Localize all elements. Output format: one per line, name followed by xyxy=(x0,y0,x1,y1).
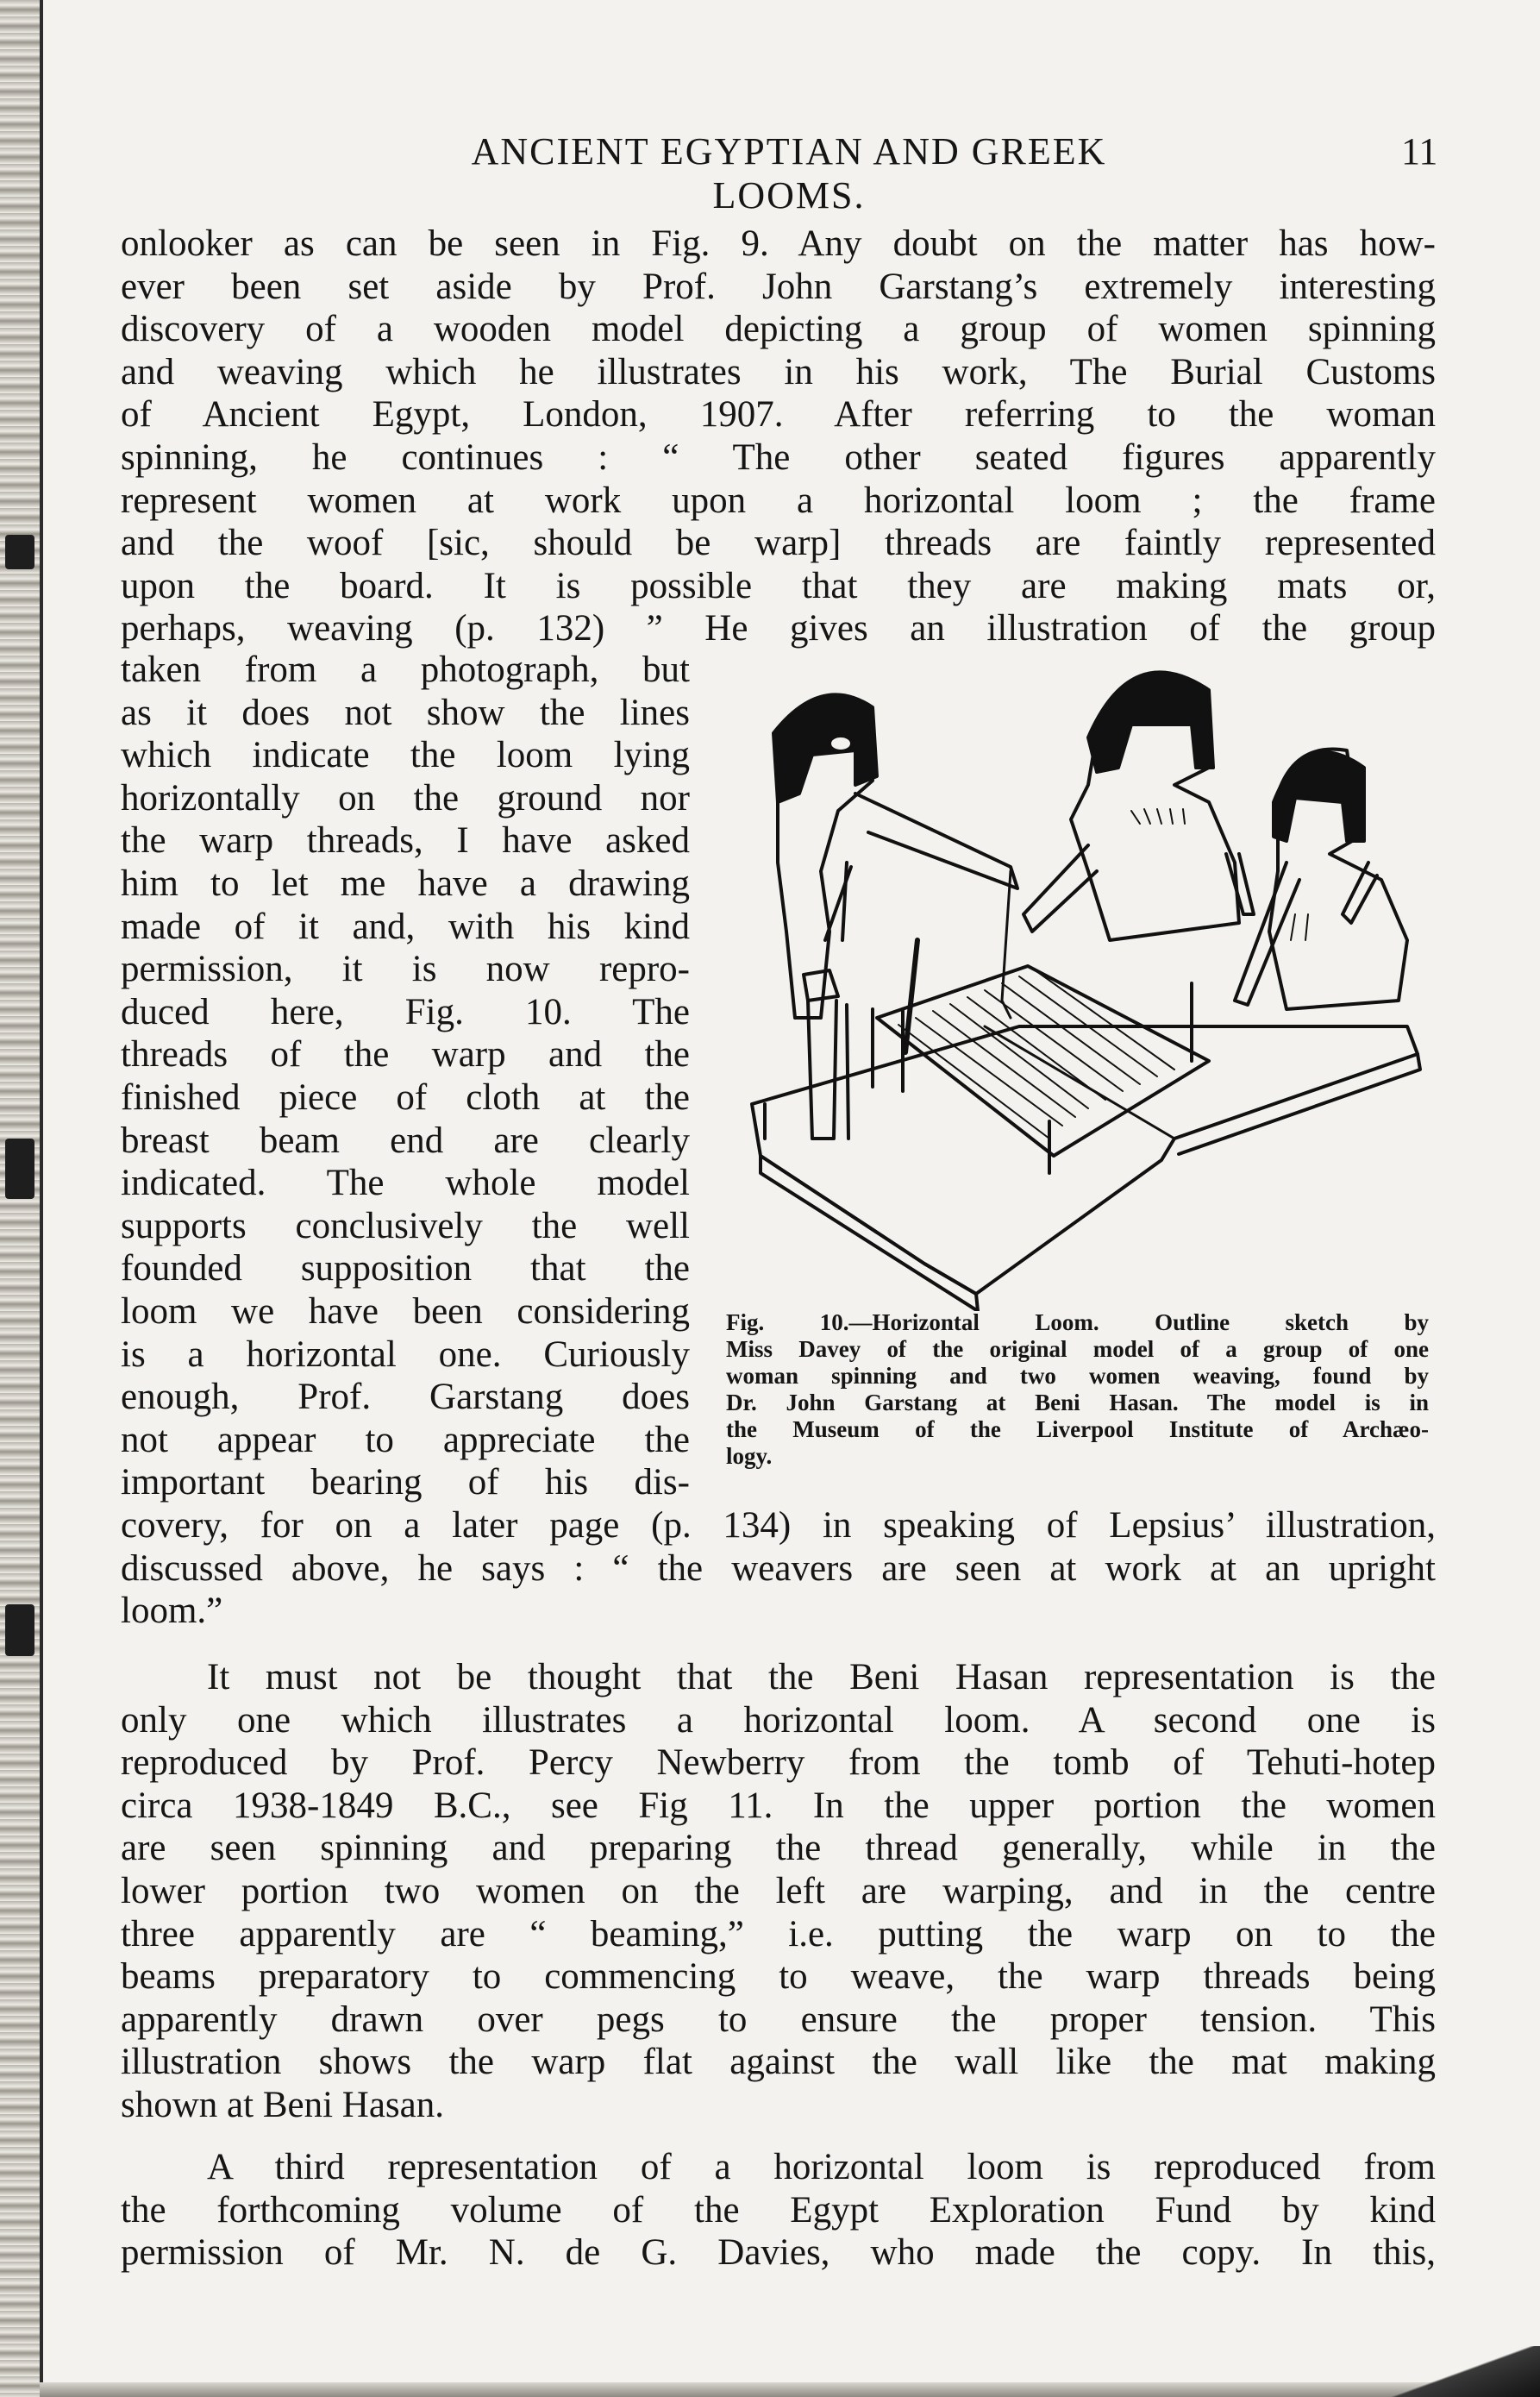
text-line: threads of the warp and the xyxy=(121,1034,690,1076)
text-line: permission, it is now repro- xyxy=(121,949,690,990)
text-line: are seen spinning and preparing the thread generally, while in the xyxy=(121,1828,1436,1869)
figure-caption xyxy=(726,1309,1429,1470)
text-line: and the woof [sic, should be warp] threads are faintly represented xyxy=(121,523,1436,564)
caption-line: Dr. John Garstang at Beni Hasan. The model is in xyxy=(726,1390,1429,1415)
gutter-mark xyxy=(5,535,34,569)
text-line: founded supposition that the xyxy=(121,1248,690,1289)
page-gutter xyxy=(0,0,43,2397)
text-line: reproduced by Prof. Percy Newberry from the tomb of Tehuti-hotep xyxy=(121,1742,1436,1784)
caption-line: Miss Davey of the original model of a group of one xyxy=(726,1336,1429,1362)
text-line: lower portion two women on the left are warping, and in the centre xyxy=(121,1870,1436,1911)
caption-line: logy. xyxy=(726,1443,773,1469)
text-line: apparently drawn over pegs to ensure the proper tension. This xyxy=(121,1999,1436,2040)
text-line: supports conclusively the well xyxy=(121,1205,690,1246)
text-line: spinning, he continues : “ The other seated figures apparently xyxy=(121,436,1436,478)
paragraph-1-column xyxy=(121,649,690,1504)
page-corner-curl xyxy=(1380,2346,1540,2397)
text-line: covery, for on a later page (p. 134) in speaking of Lepsius’ illustration, xyxy=(121,1505,1436,1546)
text-line: circa 1938-1849 B.C., see Fig 11. In the upper portion the women xyxy=(121,1785,1436,1826)
caption-line: Fig. 10.—Horizontal Loom. Outline sketch by xyxy=(726,1309,1429,1335)
text-line: loom we have been considering xyxy=(121,1290,690,1332)
text-line: three apparently are “ beaming,” i.e. putting the warp on to the xyxy=(121,1913,1436,1955)
text-line: which indicate the loom lying xyxy=(121,735,690,776)
text-line: onlooker as can be seen in Fig. 9. Any doubt on the matter has how- xyxy=(121,223,1436,264)
page-bottom-edge xyxy=(40,2382,1540,2397)
text-line: represent women at work upon a horizontal loom ; the frame xyxy=(121,480,1436,521)
text-line: breast beam end are clearly xyxy=(121,1120,690,1161)
gutter-mark xyxy=(5,1604,34,1656)
text-line: illustration shows the warp flat against the wall like the mat making xyxy=(121,2042,1436,2083)
text-line: of Ancient Egypt, London, 1907. After referring to the woman xyxy=(121,394,1436,436)
paragraph-2 xyxy=(121,1656,1436,2127)
text-line: him to let me have a drawing xyxy=(121,863,690,904)
text-line: discussed above, he says : “ the weavers are seen at work at an upright xyxy=(121,1547,1436,1589)
text-line: perhaps, weaving (p. 132) ” He gives an illustration of the group xyxy=(121,608,1436,649)
paragraph-3 xyxy=(121,2146,1436,2275)
text-line: is a horizontal one. Curiously xyxy=(121,1333,690,1375)
page-number: 11 xyxy=(1401,130,1438,173)
text-line: enough, Prof. Garstang does xyxy=(121,1377,690,1418)
text-line: ever been set aside by Prof. John Garstang’s extremely interesting xyxy=(121,266,1436,307)
running-head: ANCIENT EGYPTIAN AND GREEK LOOMS. xyxy=(471,130,1107,216)
text-line: upon the board. It is possible that they are making mats or, xyxy=(121,565,1436,606)
text-line: and weaving which he illustrates in his work, The Burial Customs xyxy=(121,351,1436,392)
loom-model-drawing xyxy=(726,656,1433,1311)
text-line: horizontally on the ground nor xyxy=(121,777,690,819)
text-line: beams preparatory to commencing to weave, the warp threads being xyxy=(121,1956,1436,1998)
text-line: made of it and, with his kind xyxy=(121,906,690,947)
text-line: the warp threads, I have asked xyxy=(121,820,690,862)
caption-line: the Museum of the Liverpool Institute of Archæo- xyxy=(726,1416,1429,1442)
text-line: the forthcoming volume of the Egypt Exploration Fund by kind xyxy=(121,2189,1436,2231)
text-line: A third representation of a horizontal loom is reproduced from xyxy=(207,2147,1436,2187)
text-line: shown at Beni Hasan. xyxy=(121,2084,444,2125)
text-line: permission of Mr. N. de G. Davies, who made the copy. In this, xyxy=(121,2232,1436,2274)
paragraph-1-continuation xyxy=(121,1504,1436,1633)
text-line: indicated. The whole model xyxy=(121,1163,690,1204)
paragraph-1-top xyxy=(121,223,1436,650)
text-line: as it does not show the lines xyxy=(121,692,690,733)
gutter-mark xyxy=(5,1139,34,1199)
text-line: only one which illustrates a horizontal loom. A second one is xyxy=(121,1699,1436,1741)
text-line: important bearing of his dis- xyxy=(121,1462,690,1503)
text-line: not appear to appreciate the xyxy=(121,1419,690,1460)
caption-line: woman spinning and two women weaving, found by xyxy=(726,1363,1429,1389)
text-line: finished piece of cloth at the xyxy=(121,1076,690,1118)
text-line: duced here, Fig. 10. The xyxy=(121,991,690,1032)
text-line: discovery of a wooden model depicting a group of women spinning xyxy=(121,309,1436,350)
text-line: It must not be thought that the Beni Hasan representation is the xyxy=(207,1657,1436,1697)
text-line: taken from a photograph, but xyxy=(121,649,690,690)
figure-10-loom-sketch xyxy=(726,656,1433,1311)
text-line: loom.” xyxy=(121,1591,223,1632)
